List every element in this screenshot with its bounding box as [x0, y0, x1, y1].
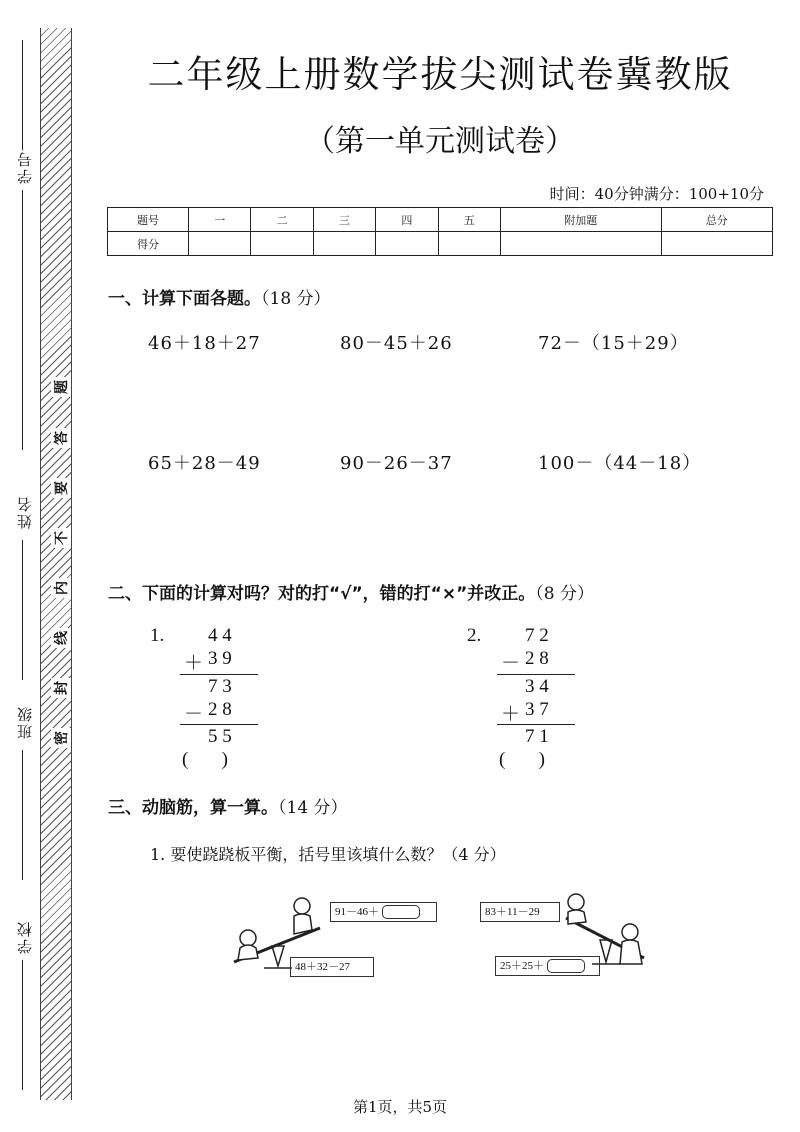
blank-parentheses[interactable] [547, 959, 585, 973]
answer-parentheses[interactable]: ( ) [499, 749, 545, 770]
score-input-cell[interactable] [313, 232, 375, 256]
table-cell: 附加题 [501, 208, 661, 232]
table-cell: 题号 [108, 208, 189, 232]
calc-digits: 3 7 [525, 699, 549, 720]
calc-digits: 5 5 [208, 726, 232, 747]
calc-rule [497, 724, 575, 725]
calc-digits: 2 8 [208, 699, 232, 720]
binding-line [22, 750, 23, 880]
table-cell: 总分 [661, 208, 772, 232]
section1-points: （18 分） [261, 289, 331, 309]
expression: 100－（44－18） [538, 453, 702, 474]
seesaw-box-1 [330, 902, 437, 922]
calc-digits: 3 4 [525, 676, 549, 697]
table-cell: 二 [251, 208, 313, 232]
problem-number: 1. [150, 625, 165, 646]
box-expression: 48＋32－27 [295, 961, 350, 973]
score-table-header-row [108, 208, 773, 232]
calc-digits: 4 4 [208, 625, 232, 646]
calc-digits: 7 2 [525, 625, 549, 646]
expression: 90－26－37 [340, 453, 453, 474]
section1-heading [108, 284, 331, 309]
score-table [107, 207, 773, 256]
expression: 46＋18＋27 [148, 333, 261, 354]
page-title: 二年级上册数学拔尖测试卷冀教版 [147, 53, 733, 96]
section1-heading-text: 一、计算下面各题。 [108, 289, 261, 309]
calc-operator: ＋ [501, 704, 521, 725]
label-class: 班级 [16, 705, 34, 739]
seal-char: 内 [51, 578, 71, 598]
section2-heading [108, 579, 594, 604]
score-input-cell[interactable] [438, 232, 500, 256]
section3-points: （14 分） [278, 798, 348, 818]
score-input-cell[interactable] [189, 232, 251, 256]
score-table-score-row [108, 232, 773, 256]
box-expression: 25＋25＋ [500, 960, 544, 972]
calc-operator: － [184, 704, 204, 725]
binding-hatch-strip [40, 28, 72, 1100]
seesaw-box-3 [480, 902, 560, 922]
table-cell: 五 [438, 208, 500, 232]
box-expression: 83＋11－29 [485, 906, 540, 918]
table-cell: 三 [313, 208, 375, 232]
calc-digits: 7 3 [208, 676, 232, 697]
calc-rule [180, 724, 258, 725]
page-footer: 第1页，共5页 [352, 1098, 448, 1116]
score-input-cell[interactable] [376, 232, 438, 256]
seesaw-box-4 [495, 956, 600, 976]
vertical-calc-1 [150, 625, 270, 775]
calc-digits: 3 9 [208, 648, 232, 669]
expression: 65＋28－49 [148, 453, 261, 474]
seal-char: 答 [51, 428, 71, 448]
score-input-cell[interactable] [501, 232, 661, 256]
section3-heading-text: 三、动脑筋，算一算。 [108, 798, 278, 818]
seal-char: 题 [51, 377, 71, 397]
label-student-id: 学号 [16, 150, 34, 184]
calc-rule [497, 674, 575, 675]
score-input-cell[interactable] [251, 232, 313, 256]
seal-char: 不 [51, 528, 71, 548]
section2-points: （8 分） [535, 584, 595, 604]
seal-char: 密 [51, 728, 71, 748]
calc-rule [180, 674, 258, 675]
binding-line [22, 960, 23, 1090]
page-subtitle: （第一单元测试卷） [305, 124, 575, 159]
calc-digits: 7 1 [525, 726, 549, 747]
section2-heading-text: 二、下面的计算对吗？对的打“√”，错的打“×”并改正。 [108, 584, 536, 604]
label-school: 学校 [16, 920, 34, 954]
section3-heading [108, 793, 348, 818]
expression: 80－45＋26 [340, 333, 453, 354]
calc-digits: 2 8 [525, 648, 549, 669]
table-cell: 得分 [108, 232, 189, 256]
binding-line [22, 540, 23, 680]
vertical-calc-2 [467, 625, 587, 775]
blank-parentheses[interactable] [382, 905, 420, 919]
label-name: 姓名 [16, 495, 34, 529]
time-info: 时间：40分钟满分：100+10分 [549, 185, 764, 203]
box-expression: 91－46＋ [335, 906, 379, 918]
expression: 72－（15＋29） [538, 333, 689, 354]
seesaw-box-2 [290, 957, 374, 977]
problem-number: 2. [467, 625, 482, 646]
score-input-cell[interactable] [661, 232, 772, 256]
seal-char: 要 [51, 478, 71, 498]
calc-operator: － [501, 653, 521, 674]
table-cell: 四 [376, 208, 438, 232]
binding-line [22, 40, 23, 150]
table-cell: 一 [189, 208, 251, 232]
calc-operator: ＋ [184, 653, 204, 674]
seal-char: 封 [51, 678, 71, 698]
seal-char: 线 [51, 628, 71, 648]
question-3-1: 1. 要使跷跷板平衡，括号里该填什么数？（4 分） [150, 845, 506, 864]
binding-line [22, 190, 23, 450]
answer-parentheses[interactable]: ( ) [182, 749, 228, 770]
